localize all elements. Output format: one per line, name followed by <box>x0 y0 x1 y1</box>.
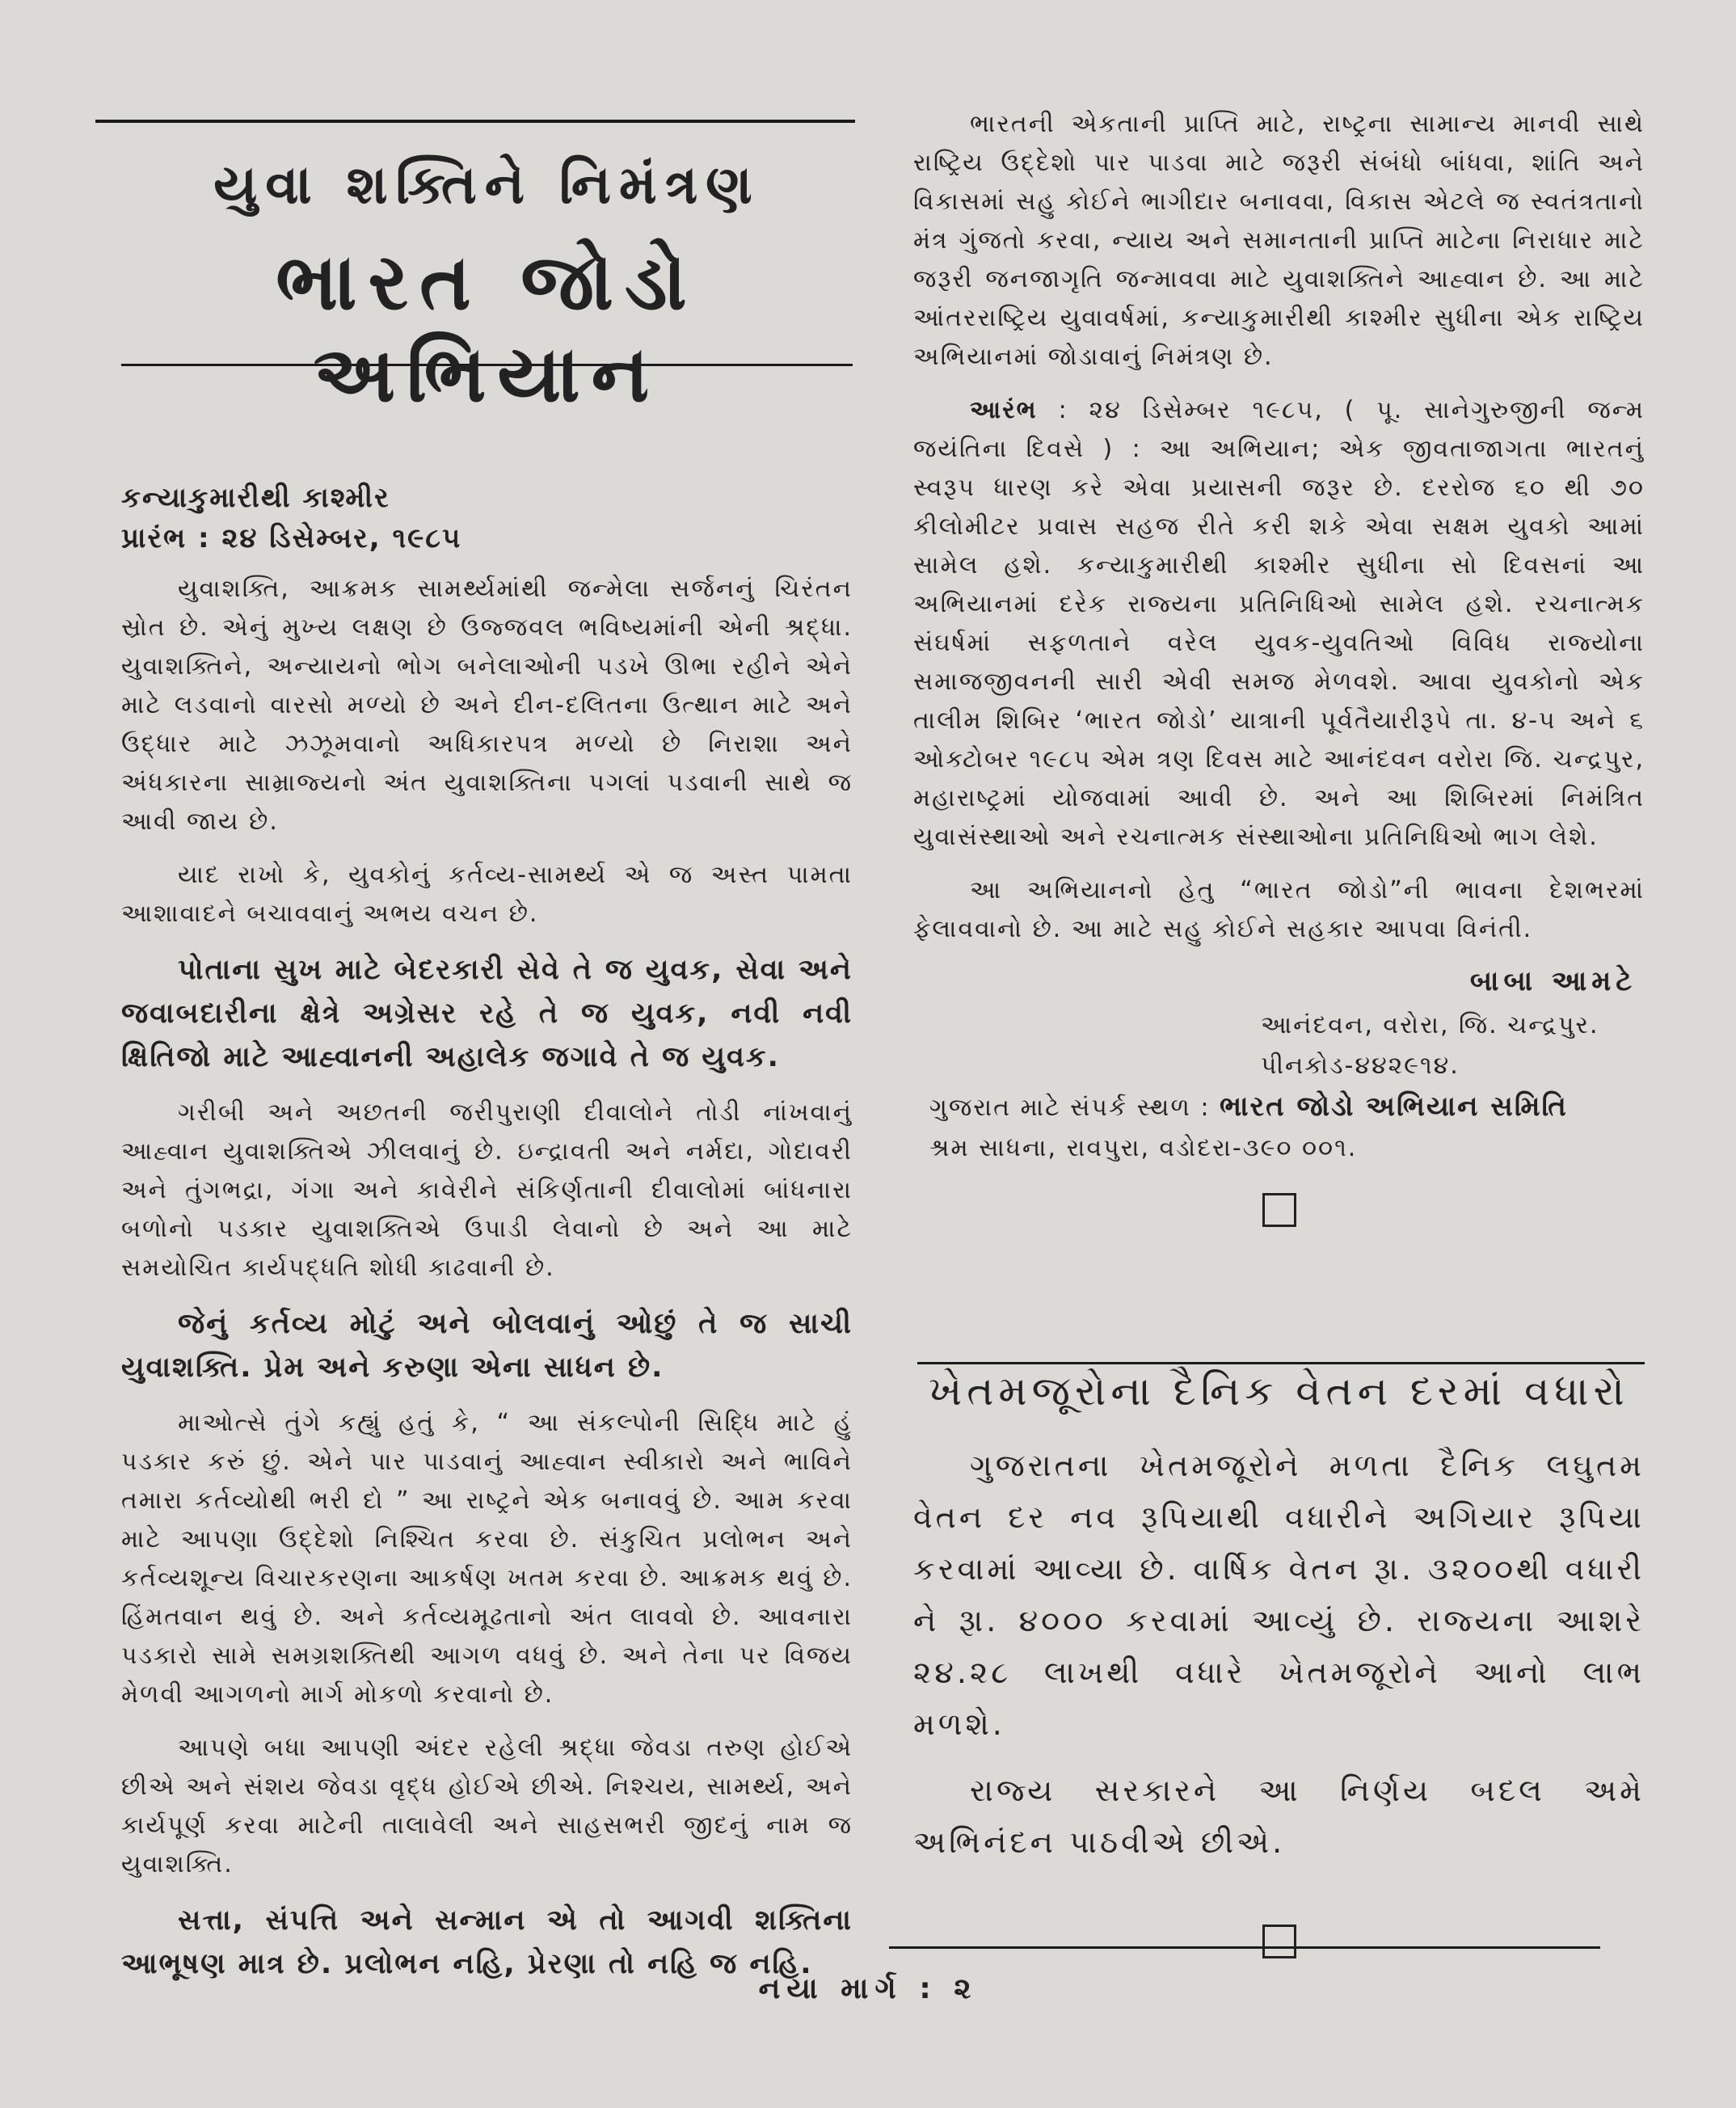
paragraph: આ અભિયાનનો હેતુ “ભારત જોડો”ની ભાવના દેશભરમાં ફેલાવવાનો છે. આ માટે સહુ કોઈને સહકાર આપવા વિનંતી. <box>913 876 1645 943</box>
start-text: : ૨૪ ડિસેમ્બર ૧૯૮૫, ( પૂ. સાનેગુરુજીની જન્મ જયંતિના દિવસે ) : આ અભિયાન; એક જીવતાજાગતા ભારતનું સ્વરૂપ ધારણ કરે એવા પ્રયાસની જરૂર છે. દરરોજ ૬૦ થી ૭૦ કીલોમીટર પ્રવાસ સહજ રીતે કરી શકે એવા સક્ષમ યુવકો આમાં સામેલ હશે. કન્યાકુમારીથી કાશ્મીર સુધીના સો દિવસનાં આ અભિયાનમાં દરેક રાજ્યના પ્રતિનિધિઓ સામેલ હશે. રચનાત્મક સંઘર્ષમાં સફળતાને વરેલ યુવક-યુવતિઓ વિવિધ રાજ્યોના સમાજજીવનની સારી એવી સમજ મેળવશે. આવા યુવકોનો એક તાલીમ શિબિર ‘ભારત જોડો’ યાત્રાની પૂર્વતૈયારીરૂપે તા. ૪-૫ અને ૬ ઓક્ટોબર ૧૯૮૫ એમ ત્રણ દિવસ માટે આનંદવન વરોરા જિ. ચન્દ્રપુર, મહારાષ્ટ્રમાં યોજવામાં આવી છે. અને આ શિબિરમાં નિમંત્રિત યુવાસંસ્થાઓ અને રચનાત્મક સંસ્થાઓના પ્રતિનિધિઓ ભાગ લેશે. <box>913 396 1645 851</box>
route-line: કન્યાકુમારીથી કાશ્મીર <box>121 482 390 514</box>
emphasis-paragraph: જેનું કર્તવ્ય મોટું અને બોલવાનું ઓછું તે જ સાચી યુવાશક્તિ. પ્રેમ અને કરુણા એના સાધન છે. <box>121 1308 853 1384</box>
start-date-line: પ્રારંભ : ૨૪ ડિસેમ્બર, ૧૯૮૫ <box>121 522 462 554</box>
start-label: આરંભ <box>970 396 1038 424</box>
paragraph: ગરીબી અને અછતની જરીપુરાણી દીવાલોને તોડી નાંખવાનું આહ્વાન યુવાશક્તિએ ઝીલવાનું છે. ઇન્દ્રાવતી અને નર્મદા, ગોદાવરી અને તુંગભદ્રા, ગંગા અને કાવેરીને સંકિર્ણતાની દીવાલોમાં બાંધનારા બળોનો પડકાર યુવાશક્તિએ ઉપાડી લેવાનો છે અને આ માટે સમયોચિત કાર્યપદ્ધતિ શોધી કાઢવાની છે. <box>121 1098 853 1282</box>
paragraph: યુવાશક્તિ, આક્રમક સામર્થ્યમાંથી જન્મેલા સર્જનનું ચિરંતન સ્રોત છે. એનું મુખ્ય લક્ષણ છે ઉજ્જવલ ભવિષ્યમાંની એની શ્રદ્ધા. યુવાશક્તિને, અન્યાયનો ભોગ બનેલાઓની પડખે ઊભા રહીને એને માટે લડવાનો વારસો મળ્યો છે અને દીન-દલિતના ઉત્થાન માટે અને ઉદ્ધાર માટે ઝઝૂમવાનો અધિકારપત્ર મળ્યો છે નિરાશા અને અંધકારના સામ્રાજ્યનો અંત યુવાશક્તિના પગલાં પડવાની સાથે જ આવી જાય છે. <box>121 575 853 836</box>
paragraph: રાજ્ય સરકારને આ નિર્ણય બદલ અમે અભિનંદન પાઠવીએ છીએ. <box>913 1773 1645 1860</box>
paragraph: ગુજરાતના ખેતમજૂરોને મળતા દૈનિક લઘુતમ વેતન દર નવ રૂપિયાથી વધારીને અગિયાર રૂપિયા કરવામાં આવ્યા છે. વાર્ષિક વેતન રૂા. ૩૨૦૦થી વધારી ને રૂા. ૪૦૦૦ કરવામાં આવ્યું છે. રાજ્યના આશરે ૨૪.૨૮ લાખથી વધારે ખેતમજૂરોને આનો લાભ મળશે. <box>913 1448 1645 1742</box>
signature-pincode: પીનકોડ-૪૪૨૯૧૪. <box>1261 1052 1460 1080</box>
emphasis-paragraph: પોતાના સુખ માટે બેદરકારી સેવે તે જ યુવક, સેવા અને જવાબદારીના ક્ષેત્રે અગ્રેસર રહે તે જ યુવક, નવી નવી ક્ષિતિજો માટે આહ્વાનની અહાલેક જગાવે તે જ યુવક. <box>121 954 853 1073</box>
emphasis-paragraph: સત્તા, સંપત્તિ અને સન્માન એ તો આગવી શક્તિના આભૂષણ માત્ર છે. પ્રલોભન નહિ, પ્રેરણા તો નહિ જ નહિ. <box>121 1904 853 1980</box>
article-title: ભારત જોડો અભિયાન <box>276 237 698 419</box>
article2-title: ખેતમજૂરોના દૈનિક વેતન દરમાં વધારો <box>929 1368 1629 1414</box>
signature-name: બાબા આમટે <box>1469 965 1637 997</box>
signature-address: આનંદવન, વરોરા, જિ. ચન્દ્રપુર. <box>1261 1011 1599 1039</box>
contact-line <box>913 1086 1645 1128</box>
contact-address: શ્રમ સાધના, રાવપુરા, વડોદરા-૩૯૦ ૦૦૧. <box>929 1134 1358 1162</box>
end-mark-square-icon <box>1262 1925 1296 1958</box>
left-column <box>121 97 853 2000</box>
paragraph: આપણે બધા આપણી અંદર રહેલી શ્રદ્ધા જેવડા તરુણ હોઈએ છીએ અને સંશય જેવડા વૃદ્ધ હોઈએ છીએ. નિશ્ચય, સામર્થ્ય, અને કાર્યપૂર્ણ કરવા માટેની તાલાવેલી અને સાહસભરી જીદનું નામ જ યુવાશક્તિ. <box>121 1734 853 1878</box>
right-column <box>913 105 1645 1975</box>
paragraph: યાદ રાખો કે, યુવકોનું કર્તવ્ય-સામર્થ્ય એ જ અસ્ત પામતા આશાવાદને બચાવવાનું અભય વચન છે. <box>121 861 853 928</box>
contact-org: ભારત જોડો અભિયાન સમિતિ <box>1220 1090 1568 1123</box>
article2-body <box>913 1440 1645 1868</box>
paragraph <box>913 391 1645 857</box>
paragraph: માઓત્સે તુંગે કહ્યું હતું કે, “ આ સંકલ્પોની સિદ્ધિ માટે હું પડકાર કરું છું. એને પાર પાડવાનું આહ્વાન સ્વીકારો અને ભાવિને તમારા કર્તવ્યોથી ભરી દો ” આ રાષ્ટ્રને એક બનાવવું છે. આમ કરવા માટે આપણા ઉદ્દેશો નિશ્ચિત કરવા છે. સંકુચિત પ્રલોભન અને કર્તવ્યશૂન્ય વિચારકરણના આકર્ષણ ખતમ કરવા છે. આક્રમક થવું છે. હિંમતવાન થવું છે. અને કર્તવ્યમૂઢતાનો અંત લાવવો છે. આવનારા પડકારો સામે સમગ્રશક્તિથી આગળ વધવું છે. અને તેના પર વિજય મેળવી આગળનો માર્ગ મોકળો કરવાનો છે. <box>121 1409 853 1709</box>
contact-label: ગુજરાત માટે સંપર્ક સ્થળ : <box>929 1094 1211 1122</box>
article-subtitle: યુવા શક્તિને નિમંત્રણ <box>213 154 761 216</box>
end-mark-square-icon <box>1262 1193 1296 1227</box>
page-footer: નયા માર્ગ : ૨ <box>758 1972 978 2005</box>
paragraph: ભારતની એકતાની પ્રાપ્તિ માટે, રાષ્ટ્રના સામાન્ય માનવી સાથે રાષ્ટ્રિય ઉદ્દેશો પાર પાડવા માટે જરૂરી સંબંધો બાંધવા, શાંતિ અને વિકાસમાં સહુ કોઈને ભાગીદાર બનાવવા, વિકાસ એટલે જ સ્વતંત્રતાનો મંત્ર ગુંજતો કરવા, ન્યાય અને સમાનતાની પ્રાપ્તિ માટેના નિરાધાર માટે જરૂરી જનજાગૃતિ જન્માવવા માટે યુવાશક્તિને આહ્વાન છે. આ માટે આંતરરાષ્ટ્રિય યુવાવર્ષમાં, કન્યાકુમારીથી કાશ્મીર સુધીના એક રાષ્ટ્રિય અભિયાનમાં જોડાવાનું નિમંત્રણ છે. <box>913 110 1645 371</box>
